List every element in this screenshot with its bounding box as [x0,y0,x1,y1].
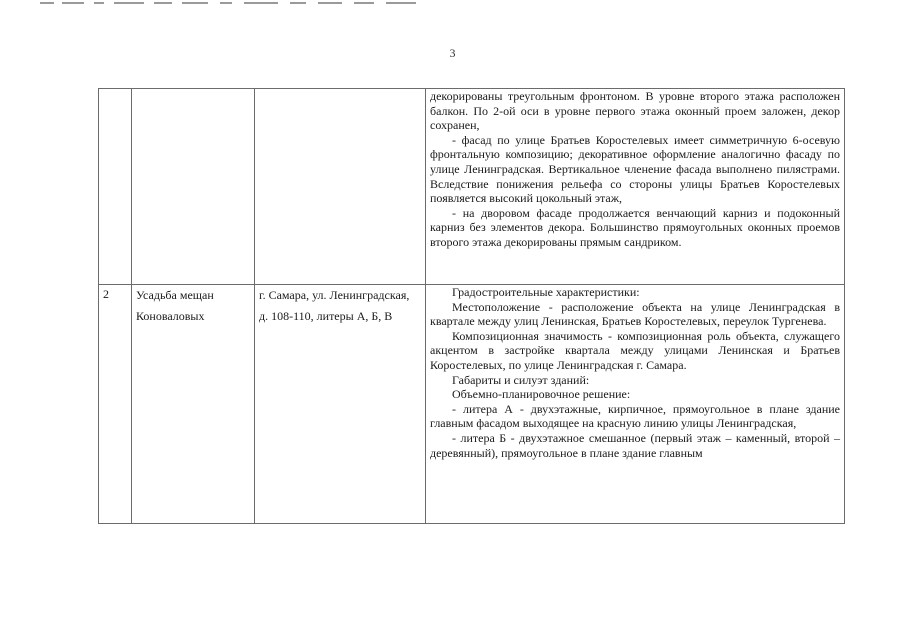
description-paragraph: - фасад по улице Братьев Коростелевых имеет симметричную 6-осевую фронтальную композицию; декоративное оформление аналогично фасаду по улице Ленинградская. Вертикальное членение фасада выполнено пилястрами. Вследствие понижения рельефа со стороны улицы Братьев Коростелевых появляется высокий цокольный этаж, [430,132,840,206]
description-paragraph: Местоположение - расположение объекта на улице Ленинградская в квартале между улиц Ленинская, Братьев Коростелевых, переулок Тургенева. [430,299,840,329]
row-number-cell [99,89,132,285]
description-paragraph: декорированы треугольным фронтоном. В уровне второго этажа расположен балкон. По 2-ой оси в уровне первого этажа оконный проем заложен, декор сохранен, [430,89,840,133]
object-description-cell [426,285,845,524]
scan-artifact-marks [40,0,420,6]
page-number: 3 [449,46,456,60]
table-row [99,89,845,285]
description-paragraph: Габариты и силуэт зданий: [452,372,590,387]
description-paragraph: - литера Б - двухэтажное смешанное (первый этаж – каменный, второй – деревянный), прямоугольное в плане здание главным [430,430,840,460]
object-name-cell: Усадьба мещан Коноваловых [132,285,255,524]
object-address-cell [255,89,426,285]
description-paragraph: - литера А - двухэтажные, кирпичное, прямоугольное в плане здание главным фасадом выходящее на красную линию улицы Ленинградская, [430,401,840,431]
object-name-cell [132,89,255,285]
description-paragraph: - на дворовом фасаде продолжается венчающий карниз и подоконный карниз без элементов декора. Большинство прямоугольных оконных проемов второго этажа декорированы прямым сандриком. [430,205,840,249]
description-paragraph: Композиционная значимость - композиционная роль объекта, служащего акцентом в застройке квартала между улицами Ленинская и Братьев Коростелевых, по улице Ленинградская г. Самара. [430,328,840,372]
table-row [99,285,845,524]
description-paragraph: Градостроительные характеристики: [452,285,640,299]
row-number-cell: 2 [99,285,132,524]
heritage-objects-table [98,88,845,524]
description-paragraph: Объемно-планировочное решение: [452,387,631,402]
object-description-cell [426,89,845,285]
object-address-cell: г. Самара, ул. Ленинградская, д. 108-110, литеры А, Б, В [255,285,426,524]
